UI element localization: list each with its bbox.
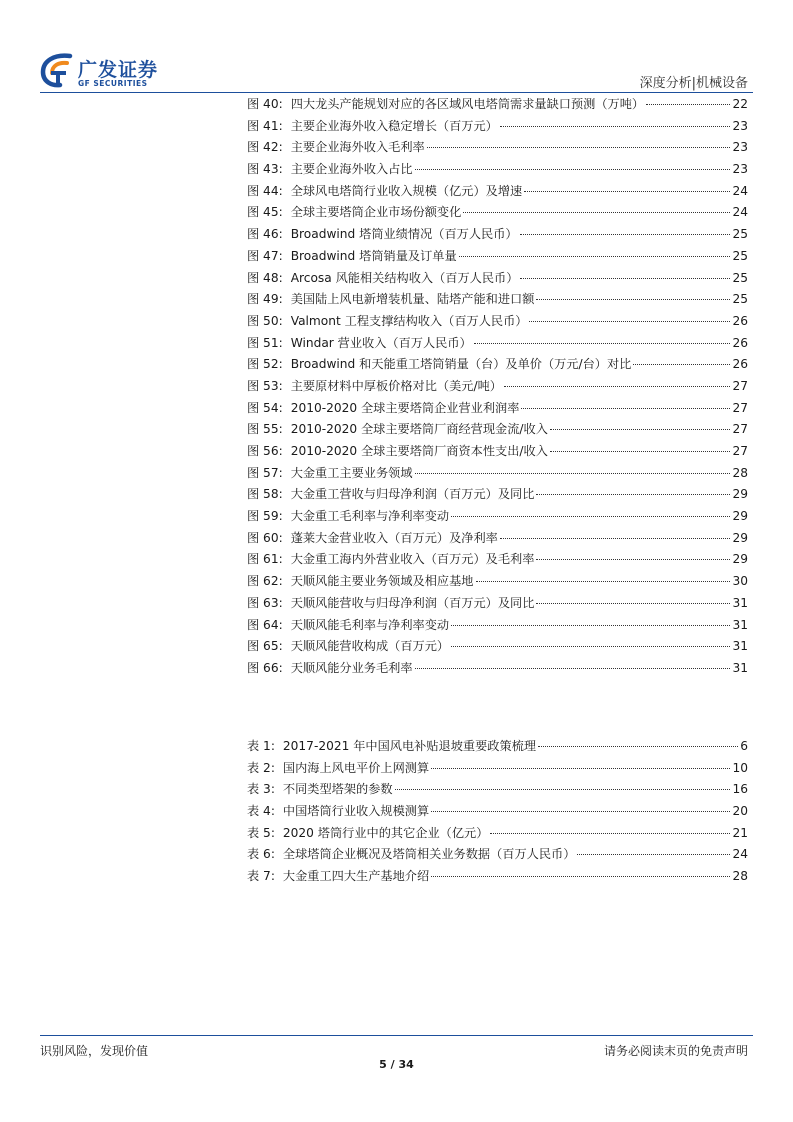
entry-title: 中国塔筒行业收入规模测算: [282, 804, 430, 819]
figure-toc-entry[interactable]: [247, 441, 748, 463]
entry-title: 天顺风能主要业务领域及相应基地: [290, 574, 474, 589]
entry-title: 主要企业海外收入稳定增长（百万元）: [290, 118, 498, 133]
entry-label: 图 63:: [247, 595, 283, 610]
dot-leader: [500, 538, 731, 539]
dot-leader: [451, 625, 730, 626]
entry-title: 主要原材料中厚板价格对比（美元/吨）: [290, 378, 502, 393]
entry-page-number: 28: [732, 869, 748, 884]
dot-leader: [520, 278, 730, 279]
entry-label: 图 42:: [247, 140, 283, 155]
dot-leader: [490, 833, 730, 834]
table-list: [247, 736, 748, 888]
entry-title: 四大龙头产能规划对应的各区域风电塔筒需求量缺口预测（万吨）: [290, 97, 645, 111]
entry-page-number: 31: [732, 639, 748, 654]
entry-title: Arcosa 风能相关结构收入（百万人民币）: [290, 270, 519, 285]
entry-title: 不同类型塔架的参数: [282, 782, 393, 797]
entry-page-number: 28: [732, 465, 748, 480]
entry-label: 表 3:: [247, 782, 275, 797]
figure-toc-entry[interactable]: [247, 636, 748, 658]
dot-leader: [415, 668, 731, 669]
table-toc-entry[interactable]: [247, 758, 748, 780]
entry-page-number: 31: [732, 595, 748, 610]
figure-toc-entry[interactable]: [247, 246, 748, 268]
entry-label: 图 58:: [247, 487, 283, 502]
entry-label: 图 61:: [247, 552, 283, 567]
figure-toc-entry[interactable]: [247, 116, 748, 138]
entry-page-number: 30: [732, 574, 748, 589]
entry-label: 图 40:: [247, 97, 283, 111]
dot-leader: [536, 299, 730, 300]
dot-leader: [431, 768, 730, 769]
dot-leader: [536, 559, 730, 560]
entry-label: 表 4:: [247, 804, 275, 819]
dot-leader: [524, 191, 730, 192]
entry-label: 图 48:: [247, 270, 283, 285]
page-number: 5 / 34: [379, 1058, 414, 1071]
entry-title: 美国陆上风电新增装机量、陆塔产能和进口额: [290, 292, 535, 307]
dot-leader: [504, 386, 731, 387]
entry-title: Valmont 工程支撑结构收入（百万人民币）: [290, 313, 528, 328]
dot-leader: [476, 581, 731, 582]
entry-page-number: 29: [732, 487, 748, 502]
entry-title: 天顺风能营收与归母净利润（百万元）及同比: [290, 595, 535, 610]
entry-page-number: 23: [732, 118, 748, 133]
entry-page-number: 29: [732, 530, 748, 545]
entry-title: 2010-2020 全球主要塔筒厂商经营现金流/收入: [290, 422, 548, 437]
entry-label: 表 7:: [247, 869, 275, 884]
dot-leader: [536, 603, 730, 604]
figure-toc-entry[interactable]: [247, 506, 748, 528]
entry-title: 全球主要塔筒企业市场份额变化: [290, 205, 462, 220]
dot-leader: [536, 494, 730, 495]
entry-label: 图 64:: [247, 617, 283, 632]
dot-leader: [415, 473, 731, 474]
entry-page-number: 31: [732, 660, 748, 675]
entry-label: 表 6:: [247, 847, 275, 862]
entry-page-number: 25: [732, 248, 748, 263]
entry-page-number: 27: [732, 422, 748, 437]
entry-page-number: 25: [732, 227, 748, 242]
figure-list: [247, 94, 748, 680]
table-toc-entry[interactable]: [247, 844, 748, 866]
entry-title: Broadwind 塔筒业绩情况（百万人民币）: [290, 227, 518, 242]
entry-label: 表 2:: [247, 760, 275, 775]
footer-disclaimer: 请务必阅读末页的免责声明: [603, 1044, 748, 1058]
entry-title: 蓬莱大金营业收入（百万元）及净利率: [290, 530, 498, 545]
dot-leader: [463, 212, 730, 213]
entry-page-number: 6: [740, 739, 748, 753]
entry-label: 图 57:: [247, 465, 283, 480]
entry-page-number: 23: [732, 140, 748, 155]
figure-toc-entry[interactable]: [247, 376, 748, 398]
entry-label: 图 43:: [247, 162, 283, 177]
entry-label: 图 46:: [247, 227, 283, 242]
table-toc-entry[interactable]: [247, 801, 748, 823]
entry-page-number: 27: [732, 444, 748, 458]
entry-title: 天顺风能毛利率与净利率变动: [290, 617, 450, 632]
entry-title: 2020 塔筒行业中的其它企业（亿元）: [282, 825, 489, 840]
figure-toc-entry[interactable]: [247, 333, 748, 355]
entry-label: 图 65:: [247, 639, 283, 654]
entry-label: 图 55:: [247, 422, 283, 437]
dot-leader: [521, 408, 730, 409]
figure-toc-entry[interactable]: [247, 181, 748, 203]
dot-leader: [431, 876, 730, 877]
entry-page-number: 10: [732, 760, 748, 775]
footer-divider: [40, 1035, 753, 1036]
entry-label: 图 45:: [247, 205, 283, 220]
dot-leader: [538, 746, 738, 747]
entry-page-number: 31: [732, 617, 748, 632]
entry-title: Windar 营业收入（百万人民币）: [290, 335, 472, 350]
entry-page-number: 29: [732, 552, 748, 567]
entry-page-number: 24: [732, 205, 748, 220]
entry-page-number: 25: [732, 270, 748, 285]
dot-leader: [646, 104, 730, 105]
dot-leader: [459, 256, 731, 257]
dot-leader: [550, 429, 731, 430]
figure-toc-entry[interactable]: [247, 202, 748, 224]
dot-leader: [500, 126, 731, 127]
figure-toc-entry[interactable]: [247, 549, 748, 571]
dot-leader: [427, 147, 731, 148]
entry-page-number: 24: [732, 183, 748, 198]
entry-label: 表 1:: [247, 739, 275, 753]
entry-page-number: 27: [732, 400, 748, 415]
entry-label: 图 44:: [247, 183, 283, 198]
figure-toc-entry[interactable]: [247, 484, 748, 506]
dot-leader: [474, 343, 731, 344]
table-toc-entry[interactable]: [247, 823, 748, 845]
entry-title: 天顺风能营收构成（百万元）: [290, 639, 450, 654]
entry-page-number: 24: [732, 847, 748, 862]
entry-label: 图 53:: [247, 378, 283, 393]
figure-toc-entry[interactable]: [247, 615, 748, 637]
dot-leader: [415, 169, 731, 170]
table-toc-entry[interactable]: [247, 779, 748, 801]
entry-page-number: 20: [732, 804, 748, 819]
entry-title: 全球塔筒企业概况及塔筒相关业务数据（百万人民币）: [282, 847, 576, 862]
entry-label: 表 5:: [247, 825, 275, 840]
entry-label: 图 41:: [247, 118, 283, 133]
entry-label: 图 51:: [247, 335, 283, 350]
dot-leader: [451, 646, 730, 647]
entry-page-number: 27: [732, 378, 748, 393]
entry-label: 图 50:: [247, 313, 283, 328]
entry-label: 图 60:: [247, 530, 283, 545]
entry-title: 2017-2021 年中国风电补贴退坡重要政策梳理: [282, 739, 537, 753]
entry-label: 图 49:: [247, 292, 283, 307]
logo-text-en: GF SECURITIES: [78, 79, 148, 88]
dot-leader: [577, 854, 730, 855]
entry-title: Broadwind 塔筒销量及订单量: [290, 248, 457, 263]
entry-title: 大金重工海内外营业收入（百万元）及毛利率: [290, 552, 535, 567]
entry-label: 图 52:: [247, 357, 283, 372]
entry-title: 2010-2020 全球主要塔筒厂商资本性支出/收入: [290, 444, 548, 458]
figure-toc-entry[interactable]: [247, 311, 748, 333]
figure-toc-entry[interactable]: [247, 528, 748, 550]
dot-leader: [451, 516, 730, 517]
entry-page-number: 23: [732, 162, 748, 177]
footer-slogan: 识别风险，发现价值: [40, 1044, 149, 1058]
entry-label: 图 66:: [247, 660, 283, 675]
entry-label: 图 47:: [247, 248, 283, 263]
entry-page-number: 26: [732, 313, 748, 328]
entry-title: 大金重工主要业务领域: [290, 465, 413, 480]
dot-leader: [395, 789, 731, 790]
company-logo: [40, 52, 180, 92]
entry-title: 主要企业海外收入毛利率: [290, 140, 425, 155]
figure-toc-entry[interactable]: [247, 268, 748, 290]
entry-title: 国内海上风电平价上网测算: [282, 760, 430, 775]
entry-title: 全球风电塔筒行业收入规模（亿元）及增速: [290, 183, 523, 198]
entry-title: 大金重工四大生产基地介绍: [282, 869, 430, 884]
figure-toc-entry[interactable]: [247, 398, 748, 420]
entry-title: 大金重工营收与归母净利润（百万元）及同比: [290, 487, 535, 502]
figure-toc-entry[interactable]: [247, 137, 748, 159]
entry-title: 2010-2020 全球主要塔筒企业营业利润率: [290, 400, 520, 415]
figure-toc-entry[interactable]: [247, 463, 748, 485]
entry-page-number: 21: [732, 825, 748, 840]
table-toc-entry[interactable]: [247, 866, 748, 888]
entry-title: 主要企业海外收入占比: [290, 162, 413, 177]
entry-title: 大金重工毛利率与净利率变动: [290, 509, 450, 524]
report-category: 深度分析|机械设备: [639, 76, 748, 91]
figure-toc-entry[interactable]: [247, 419, 748, 441]
entry-label: 图 59:: [247, 509, 283, 524]
entry-page-number: 26: [732, 335, 748, 350]
figure-toc-entry[interactable]: [247, 571, 748, 593]
gf-logo-icon: [40, 52, 74, 88]
entry-page-number: 26: [732, 357, 748, 372]
entry-label: 图 54:: [247, 400, 283, 415]
entry-label: 图 56:: [247, 444, 283, 458]
entry-page-number: 22: [732, 97, 748, 111]
dot-leader: [431, 811, 730, 812]
entry-page-number: 29: [732, 509, 748, 524]
figure-toc-entry[interactable]: [247, 159, 748, 181]
entry-title: 天顺风能分业务毛利率: [290, 660, 413, 675]
figure-toc-entry[interactable]: [247, 593, 748, 615]
table-toc-entry[interactable]: [247, 736, 748, 758]
entry-page-number: 16: [732, 782, 748, 797]
header-divider: [40, 92, 753, 93]
figure-toc-entry[interactable]: [247, 94, 748, 116]
dot-leader: [633, 364, 730, 365]
figure-toc-entry[interactable]: [247, 224, 748, 246]
figure-toc-entry[interactable]: [247, 658, 748, 680]
figure-toc-entry[interactable]: [247, 354, 748, 376]
logo-text-cn: 广发证券: [78, 59, 159, 81]
dot-leader: [550, 451, 731, 452]
entry-title: Broadwind 和天能重工塔筒销量（台）及单价（万元/台）对比: [290, 357, 632, 372]
figure-toc-entry[interactable]: [247, 289, 748, 311]
dot-leader: [529, 321, 730, 322]
dot-leader: [520, 234, 731, 235]
entry-page-number: 25: [732, 292, 748, 307]
entry-label: 图 62:: [247, 574, 283, 589]
